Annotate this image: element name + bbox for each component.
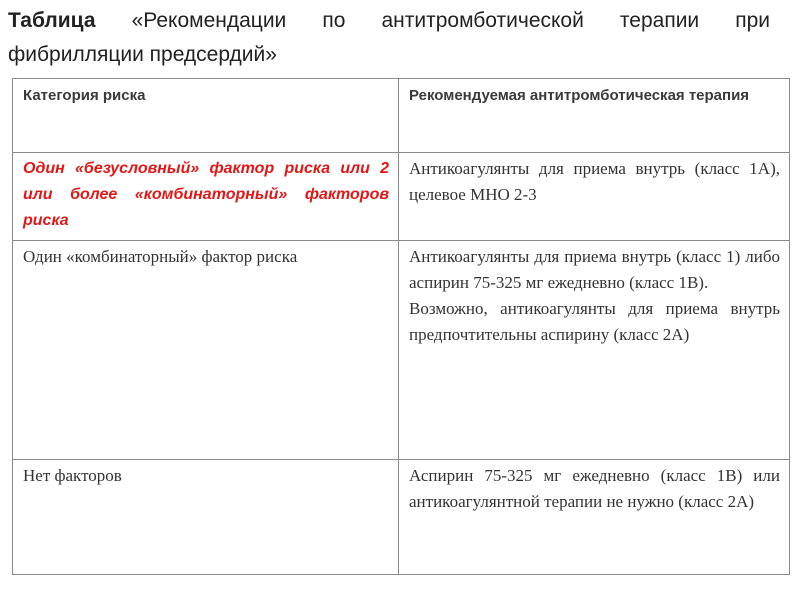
risk-cell (13, 241, 399, 460)
therapy-text: Аспирин 75-325 мг ежедневно (класс 1В) или антикоагулянтной терапии не нужно (класс 2А) (409, 466, 780, 511)
therapy-text: Возможно, антикоагулянты для приема внутрь предпочтительны аспирину (класс 2А) (409, 299, 780, 344)
table-caption (8, 4, 770, 72)
risk-text: Один «комбинаторный» фактор риска (23, 247, 298, 266)
risk-cell: Один «безусловный» фактор риска или 2 или более «комбинаторный» факторов риска (13, 153, 399, 241)
caption-label: Таблица (8, 9, 96, 32)
risk-cell (13, 460, 399, 575)
therapy-text: Антикоагулянты для приема внутрь (класс 1) либо аспирин 75-325 мг ежедневно (класс 1В). (409, 247, 780, 292)
recommendations-table (12, 78, 790, 575)
table-row (13, 153, 790, 241)
caption-title-part-2: фибрилляции предсердий» (8, 43, 277, 66)
therapy-cell (399, 241, 790, 460)
table-header-row (13, 79, 790, 153)
header-recommended-therapy: Рекомендуемая антитромботическая терапия (399, 79, 790, 153)
caption-line-1 (8, 4, 770, 38)
therapy-text: Антикоагулянты для приема внутрь (класс 1А), целевое МНО 2-3 (409, 159, 780, 204)
table-row (13, 241, 790, 460)
table-row (13, 460, 790, 575)
therapy-cell (399, 153, 790, 241)
risk-text: Нет факторов (23, 466, 122, 485)
header-risk-category: Категория риска (13, 79, 399, 153)
caption-title-part-1: «Рекомендации по антитромботической терапии при (131, 9, 770, 32)
therapy-cell (399, 460, 790, 575)
